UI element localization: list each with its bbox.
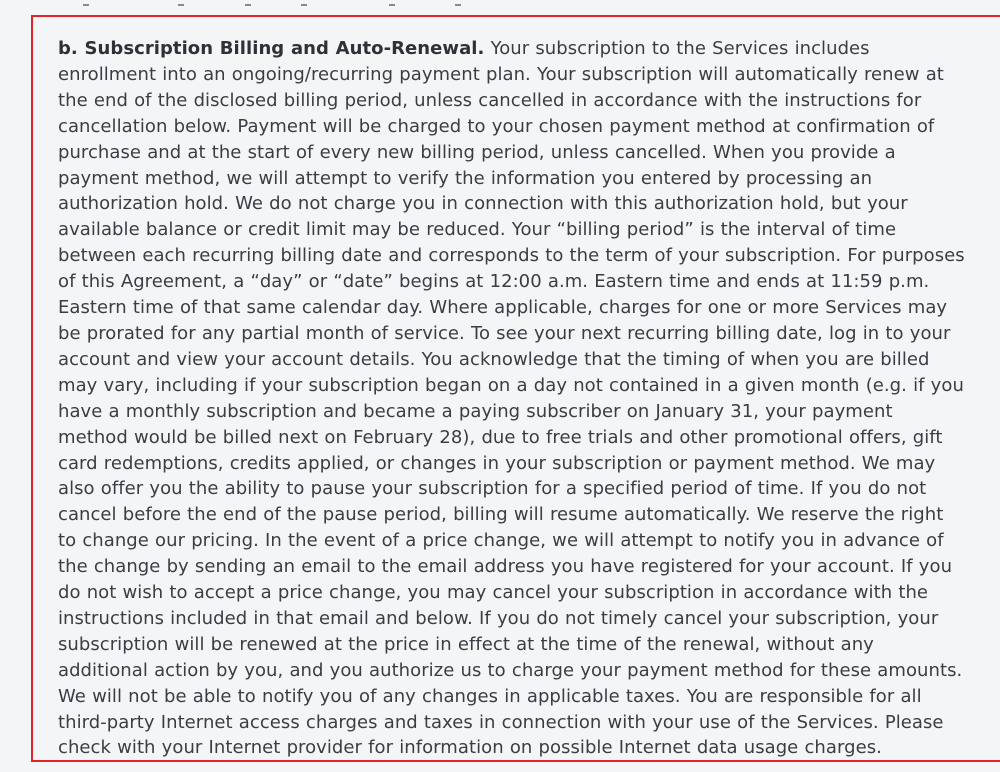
clause-paragraph xyxy=(58,36,966,761)
highlighted-clause-box xyxy=(31,15,1000,762)
previous-text-fragment xyxy=(0,0,1000,12)
clause-body: Your subscription to the Services includes enrollment into an ongoing/recurring payment plan. Your subscription will automatically renew at the end of the disclosed billing period, unless cancelled in accordance with the instructions for cancellation below. Payment will be charged to your chosen payment method at confirmation of purchase and at the start of every new billing period, unless cancelled. When you provide a payment method, we will attempt to verify the information you entered by processing an authorization hold. We do not charge you in connection with this authorization hold, but your available balance or credit limit may be reduced. Your “billing period” is the interval of time between each recurring billing date and corresponds to the term of your subscription. For purposes of this Agreement, a “day” or “date” begins at 12:00 a.m. Eastern time and ends at 11:59 p.m. Eastern time of that same calendar day. Where applicable, charges for one or more Services may be prorated for any partial month of service. To see your next recurring billing date, log in to your account and view your account details. You acknowledge that the timing of when you are billed may vary, including if your subscription began on a day not contained in a given month (e.g. if you have a monthly subscription and became a paying subscriber on January 31, your payment method would be billed next on February 28), due to free trials and other promotional offers, gift card redemptions, credits applied, or changes in your subscription or payment method. We may also offer you the ability to pause your subscription for a specified period of time. If you do not cancel before the end of the pause period, billing will resume automatically. We reserve the right to change our pricing. In the event of a price change, we will attempt to notify you in advance of the change by sending an email to the email address you have registered for your account. If you do not wish to accept a price change, you may cancel your subscription in accordance with the instructions included in that email and below. If you do not timely cancel your subscription, your subscription will be renewed at the price in effect at the time of the renewal, without any additional action by you, and you authorize us to charge your payment method for these amounts. We will not be able to notify you of any changes in applicable taxes. You are responsible for all third-party Internet access charges and taxes in connection with your use of the Services. Please check with your Internet provider for information on possible Internet data usage charges. xyxy=(58,38,965,759)
clause-heading: b. Subscription Billing and Auto-Renewal. xyxy=(58,38,485,59)
